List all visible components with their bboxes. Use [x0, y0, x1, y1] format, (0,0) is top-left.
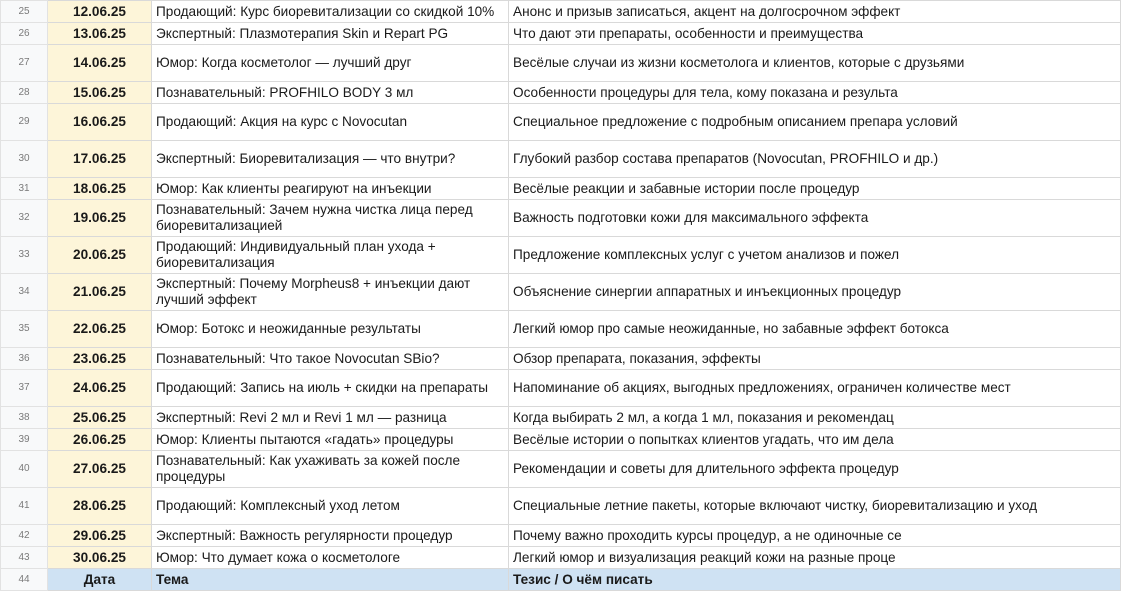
- thesis-cell[interactable]: Предложение комплексных услуг с учетом анализов и пожел: [509, 237, 1121, 274]
- table-row[interactable]: [1, 488, 1121, 525]
- thesis-cell[interactable]: Особенности процедуры для тела, кому показана и результа: [509, 82, 1121, 104]
- row-number[interactable]: 27: [1, 45, 48, 82]
- table-row[interactable]: [1, 200, 1121, 237]
- thesis-cell[interactable]: Весёлые истории о попытках клиентов угадать, что им дела: [509, 429, 1121, 451]
- thesis-cell[interactable]: Весёлые случаи из жизни косметолога и клиентов, которые с друзьями: [509, 45, 1121, 82]
- date-cell[interactable]: 30.06.25: [48, 547, 152, 569]
- thesis-cell[interactable]: Легкий юмор про самые неожиданные, но забавные эффект ботокса: [509, 311, 1121, 348]
- row-number[interactable]: 35: [1, 311, 48, 348]
- date-cell[interactable]: 29.06.25: [48, 525, 152, 547]
- theme-cell[interactable]: Продающий: Запись на июль + скидки на препараты: [152, 370, 509, 407]
- table-row[interactable]: [1, 237, 1121, 274]
- date-cell[interactable]: 25.06.25: [48, 407, 152, 429]
- row-number[interactable]: 38: [1, 407, 48, 429]
- date-cell[interactable]: 20.06.25: [48, 237, 152, 274]
- date-cell[interactable]: 16.06.25: [48, 104, 152, 141]
- theme-cell[interactable]: Юмор: Когда косметолог — лучший друг: [152, 45, 509, 82]
- thesis-cell[interactable]: Глубокий разбор состава препаратов (Novocutan, PROFHILO и др.): [509, 141, 1121, 178]
- date-cell[interactable]: 18.06.25: [48, 178, 152, 200]
- theme-cell[interactable]: Познавательный: Зачем нужна чистка лица перед биоревитализацией: [152, 200, 509, 237]
- row-number[interactable]: 44: [1, 569, 48, 591]
- thesis-cell[interactable]: Когда выбирать 2 мл, а когда 1 мл, показания и рекомендац: [509, 407, 1121, 429]
- row-number[interactable]: 32: [1, 200, 48, 237]
- date-cell[interactable]: 22.06.25: [48, 311, 152, 348]
- theme-cell[interactable]: Экспертный: Revi 2 мл и Revi 1 мл — разница: [152, 407, 509, 429]
- date-cell[interactable]: 23.06.25: [48, 348, 152, 370]
- column-header-theme[interactable]: Тема: [152, 569, 509, 591]
- thesis-cell[interactable]: Весёлые реакции и забавные истории после процедур: [509, 178, 1121, 200]
- row-number[interactable]: 29: [1, 104, 48, 141]
- table-row[interactable]: [1, 311, 1121, 348]
- date-cell[interactable]: 12.06.25: [48, 1, 152, 23]
- row-number[interactable]: 42: [1, 525, 48, 547]
- thesis-cell[interactable]: Важность подготовки кожи для максимального эффекта: [509, 200, 1121, 237]
- header-row[interactable]: [1, 569, 1121, 591]
- row-number[interactable]: 30: [1, 141, 48, 178]
- thesis-cell[interactable]: Специальное предложение с подробным описанием препара условий: [509, 104, 1121, 141]
- date-cell[interactable]: 28.06.25: [48, 488, 152, 525]
- row-number[interactable]: 31: [1, 178, 48, 200]
- theme-cell[interactable]: Познавательный: Что такое Novocutan SBio?: [152, 348, 509, 370]
- thesis-cell[interactable]: Что дают эти препараты, особенности и преимущества: [509, 23, 1121, 45]
- row-number[interactable]: 40: [1, 451, 48, 488]
- table-row[interactable]: [1, 141, 1121, 178]
- theme-cell[interactable]: Экспертный: Почему Morpheus8 + инъекции дают лучший эффект: [152, 274, 509, 311]
- row-number[interactable]: 26: [1, 23, 48, 45]
- thesis-cell[interactable]: Объяснение синергии аппаратных и инъекционных процедур: [509, 274, 1121, 311]
- column-header-thesis[interactable]: Тезис / О чём писать: [509, 569, 1121, 591]
- row-number[interactable]: 36: [1, 348, 48, 370]
- theme-cell[interactable]: Юмор: Как клиенты реагируют на инъекции: [152, 178, 509, 200]
- table-row[interactable]: [1, 178, 1121, 200]
- row-number[interactable]: 39: [1, 429, 48, 451]
- date-cell[interactable]: 15.06.25: [48, 82, 152, 104]
- thesis-cell[interactable]: Напоминание об акциях, выгодных предложениях, ограничен количестве мест: [509, 370, 1121, 407]
- theme-cell[interactable]: Экспертный: Важность регулярности процедур: [152, 525, 509, 547]
- row-number[interactable]: 33: [1, 237, 48, 274]
- table-row[interactable]: [1, 429, 1121, 451]
- table-row[interactable]: [1, 1, 1121, 23]
- row-number[interactable]: 37: [1, 370, 48, 407]
- theme-cell[interactable]: Экспертный: Биоревитализация — что внутри?: [152, 141, 509, 178]
- row-number[interactable]: 34: [1, 274, 48, 311]
- column-header-date[interactable]: Дата: [48, 569, 152, 591]
- theme-cell[interactable]: Продающий: Курс биоревитализации со скидкой 10%: [152, 1, 509, 23]
- row-number[interactable]: 28: [1, 82, 48, 104]
- table-row[interactable]: [1, 547, 1121, 569]
- table-row[interactable]: [1, 525, 1121, 547]
- table-row[interactable]: [1, 451, 1121, 488]
- theme-cell[interactable]: Продающий: Индивидуальный план ухода + биоревитализация: [152, 237, 509, 274]
- table-row[interactable]: [1, 23, 1121, 45]
- table-row[interactable]: [1, 45, 1121, 82]
- theme-cell[interactable]: Юмор: Что думает кожа о косметологе: [152, 547, 509, 569]
- thesis-cell[interactable]: Обзор препарата, показания, эффекты: [509, 348, 1121, 370]
- table-row[interactable]: [1, 370, 1121, 407]
- thesis-cell[interactable]: Рекомендации и советы для длительного эффекта процедур: [509, 451, 1121, 488]
- date-cell[interactable]: 13.06.25: [48, 23, 152, 45]
- table-row[interactable]: [1, 348, 1121, 370]
- table-row[interactable]: [1, 82, 1121, 104]
- date-cell[interactable]: 26.06.25: [48, 429, 152, 451]
- theme-cell[interactable]: Юмор: Ботокс и неожиданные результаты: [152, 311, 509, 348]
- theme-cell[interactable]: Познавательный: PROFHILO BODY 3 мл: [152, 82, 509, 104]
- thesis-cell[interactable]: Анонс и призыв записаться, акцент на долгосрочном эффект: [509, 1, 1121, 23]
- theme-cell[interactable]: Продающий: Акция на курс с Novocutan: [152, 104, 509, 141]
- date-cell[interactable]: 17.06.25: [48, 141, 152, 178]
- thesis-cell[interactable]: Специальные летние пакеты, которые включают чистку, биоревитализацию и уход: [509, 488, 1121, 525]
- row-number[interactable]: 41: [1, 488, 48, 525]
- theme-cell[interactable]: Познавательный: Как ухаживать за кожей после процедуры: [152, 451, 509, 488]
- date-cell[interactable]: 19.06.25: [48, 200, 152, 237]
- table-row[interactable]: [1, 104, 1121, 141]
- date-cell[interactable]: 27.06.25: [48, 451, 152, 488]
- table-row[interactable]: [1, 407, 1121, 429]
- theme-cell[interactable]: Экспертный: Плазмотерапия Skin и Repart PG: [152, 23, 509, 45]
- sheet-body: [1, 1, 1121, 591]
- row-number[interactable]: 25: [1, 1, 48, 23]
- date-cell[interactable]: 24.06.25: [48, 370, 152, 407]
- theme-cell[interactable]: Продающий: Комплексный уход летом: [152, 488, 509, 525]
- table-row[interactable]: [1, 274, 1121, 311]
- date-cell[interactable]: 14.06.25: [48, 45, 152, 82]
- date-cell[interactable]: 21.06.25: [48, 274, 152, 311]
- thesis-cell[interactable]: Почему важно проходить курсы процедур, а не одиночные се: [509, 525, 1121, 547]
- row-number[interactable]: 43: [1, 547, 48, 569]
- thesis-cell[interactable]: Легкий юмор и визуализация реакций кожи на разные проце: [509, 547, 1121, 569]
- theme-cell[interactable]: Юмор: Клиенты пытаются «гадать» процедуры: [152, 429, 509, 451]
